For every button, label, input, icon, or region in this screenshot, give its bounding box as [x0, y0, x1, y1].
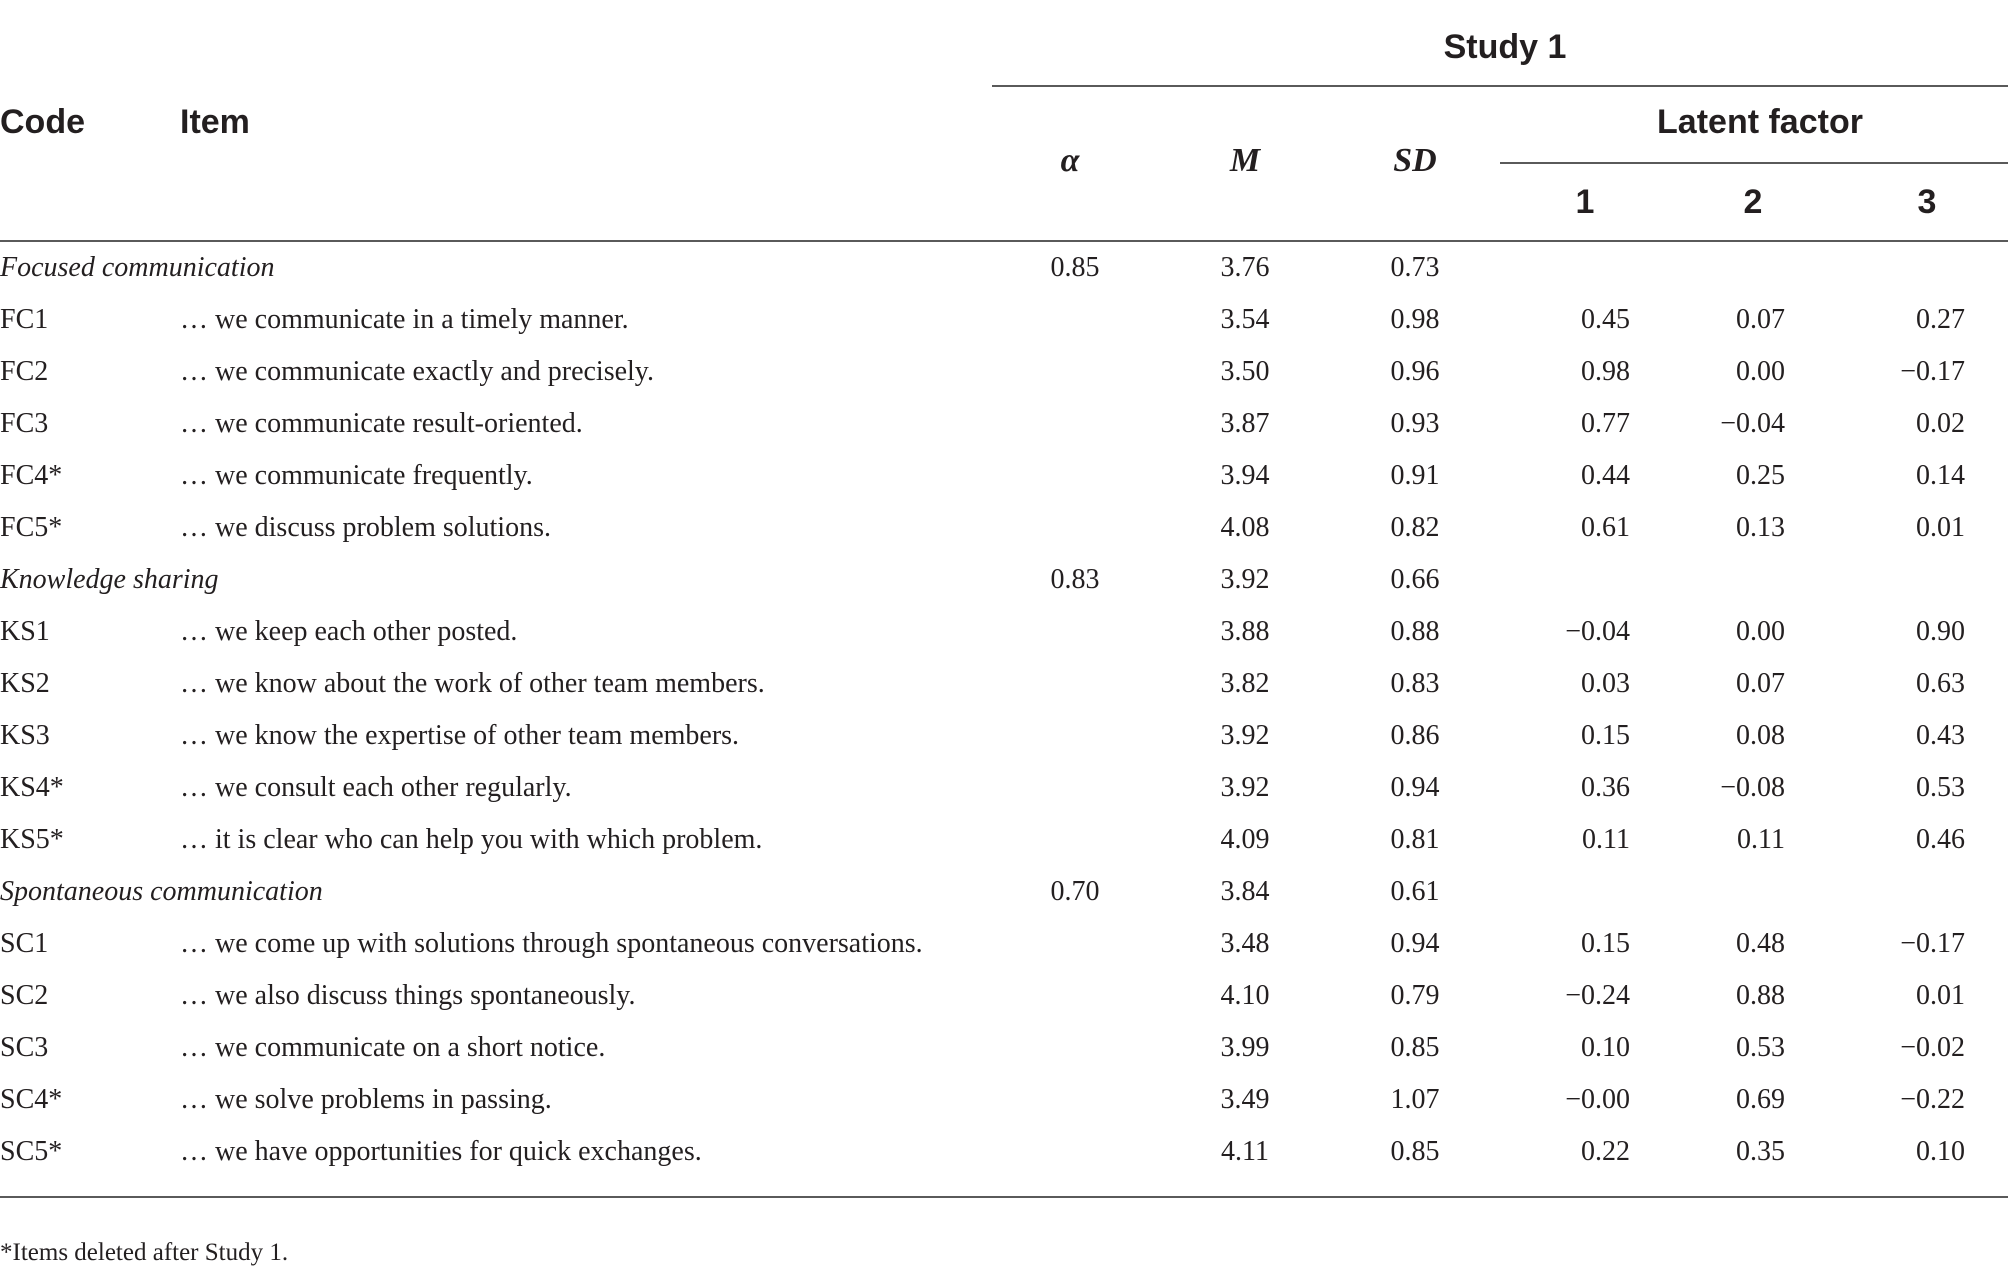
header-bottom-rule	[0, 240, 2008, 242]
column-header-latent-factor: Latent factor	[1657, 103, 1863, 141]
factor-1-value: 0.98	[1581, 356, 1630, 387]
item-code: FC1	[0, 304, 49, 335]
factor-1-value: 0.61	[1581, 512, 1630, 543]
item-code: SC5*	[0, 1136, 63, 1167]
factor-3-value: 0.10	[1916, 1136, 1965, 1167]
sd-value: 0.94	[1390, 928, 1440, 959]
factor-3-value: 0.27	[1916, 304, 1965, 335]
factor-2-value: 0.69	[1736, 1084, 1785, 1115]
factor-2-value: 0.08	[1736, 720, 1785, 751]
factor-2-value: 0.00	[1736, 356, 1785, 387]
factor-2-value: 0.00	[1736, 616, 1785, 647]
mean-value: 4.11	[1221, 1136, 1269, 1167]
item-code: SC2	[0, 980, 49, 1011]
item-code: KS1	[0, 616, 50, 647]
item-code: FC2	[0, 356, 49, 387]
item-text: … we keep each other posted.	[180, 616, 518, 647]
factor-3-value: 0.53	[1916, 772, 1965, 803]
factor-3-value: 0.14	[1916, 460, 1965, 491]
factor-2-value: −0.04	[1720, 408, 1785, 439]
item-text: … we also discuss things spontaneously.	[180, 980, 636, 1011]
sd-value: 0.66	[1390, 564, 1440, 595]
factor-3-value: 0.63	[1916, 668, 1965, 699]
item-text: … we come up with solutions through spontaneous conversations.	[180, 928, 923, 959]
item-text: … we know about the work of other team members.	[180, 668, 765, 699]
mean-value: 3.92	[1220, 772, 1270, 803]
factor-2-value: −0.08	[1720, 772, 1785, 803]
factor-3-value: −0.22	[1900, 1084, 1965, 1115]
factor-1-value: 0.45	[1581, 304, 1630, 335]
table-bottom-rule	[0, 1196, 2008, 1198]
item-code: FC4*	[0, 460, 63, 491]
mean-value: 3.94	[1220, 460, 1270, 491]
item-text: … we have opportunities for quick exchanges.	[180, 1136, 702, 1167]
sd-value: 0.61	[1390, 876, 1440, 907]
item-text: … we communicate result-oriented.	[180, 408, 583, 439]
factor-1-value: −0.24	[1565, 980, 1630, 1011]
mean-value: 3.88	[1220, 616, 1270, 647]
sd-value: 0.91	[1390, 460, 1440, 491]
study-rule	[992, 85, 2008, 87]
group-label: Focused communication	[0, 252, 275, 283]
mean-value: 3.49	[1220, 1084, 1270, 1115]
mean-value: 4.08	[1220, 512, 1270, 543]
column-header-factor-1: 1	[1575, 183, 1595, 221]
factor-2-value: 0.48	[1736, 928, 1785, 959]
factor-1-value: −0.04	[1565, 616, 1630, 647]
item-code: SC3	[0, 1032, 49, 1063]
factor-1-value: 0.22	[1581, 1136, 1630, 1167]
sd-value: 0.93	[1390, 408, 1440, 439]
mean-value: 3.50	[1220, 356, 1270, 387]
factor-2-value: 0.88	[1736, 980, 1785, 1011]
factor-1-value: 0.15	[1581, 720, 1630, 751]
factor-3-value: 0.02	[1916, 408, 1965, 439]
sd-value: 1.07	[1390, 1084, 1440, 1115]
item-code: FC5*	[0, 512, 63, 543]
sd-value: 0.88	[1390, 616, 1440, 647]
sd-value: 0.86	[1390, 720, 1440, 751]
factor-2-value: 0.07	[1736, 304, 1785, 335]
sd-value: 0.82	[1390, 512, 1440, 543]
factor-1-value: −0.00	[1565, 1084, 1630, 1115]
mean-value: 3.87	[1220, 408, 1270, 439]
item-code: SC1	[0, 928, 49, 959]
factor-2-value: 0.25	[1736, 460, 1785, 491]
alpha-value: 0.85	[1050, 252, 1100, 283]
table-footnote: *Items deleted after Study 1.	[0, 1239, 289, 1266]
sd-value: 0.79	[1390, 980, 1440, 1011]
study-title: Study 1	[1443, 28, 1567, 66]
mean-value: 3.54	[1220, 304, 1270, 335]
item-text: … we discuss problem solutions.	[180, 512, 551, 543]
factor-3-value: −0.17	[1900, 356, 1965, 387]
factor-1-value: 0.77	[1581, 408, 1630, 439]
column-header-factor-2: 2	[1743, 183, 1763, 221]
column-header-mean: M	[1229, 142, 1261, 179]
item-text: … it is clear who can help you with which problem.	[180, 824, 763, 855]
sd-value: 0.73	[1390, 252, 1440, 283]
sd-value: 0.96	[1390, 356, 1440, 387]
factor-1-value: 0.15	[1581, 928, 1630, 959]
item-code: SC4*	[0, 1084, 63, 1115]
factor-1-value: 0.03	[1581, 668, 1630, 699]
factor-3-value: −0.17	[1900, 928, 1965, 959]
mean-value: 3.92	[1220, 564, 1270, 595]
item-code: KS5*	[0, 824, 64, 855]
mean-value: 3.84	[1220, 876, 1270, 907]
item-text: … we consult each other regularly.	[180, 772, 572, 803]
sd-value: 0.83	[1390, 668, 1440, 699]
factor-2-value: 0.11	[1737, 824, 1785, 855]
column-header-alpha: α	[1060, 142, 1080, 179]
factor-2-value: 0.53	[1736, 1032, 1785, 1063]
mean-value: 3.82	[1220, 668, 1270, 699]
factor-1-value: 0.11	[1582, 824, 1630, 855]
sd-value: 0.94	[1390, 772, 1440, 803]
factor-3-value: 0.90	[1916, 616, 1965, 647]
item-code: KS2	[0, 668, 50, 699]
factor-2-value: 0.13	[1736, 512, 1785, 543]
column-header-sd: SD	[1393, 142, 1437, 179]
item-text: … we communicate in a timely manner.	[180, 304, 629, 335]
group-label: Spontaneous communication	[0, 876, 323, 907]
mean-value: 3.76	[1220, 252, 1270, 283]
item-code: FC3	[0, 408, 49, 439]
factor-1-value: 0.44	[1581, 460, 1630, 491]
item-text: … we communicate on a short notice.	[180, 1032, 606, 1063]
factor-3-value: 0.01	[1916, 980, 1965, 1011]
mean-value: 3.48	[1220, 928, 1270, 959]
factor-3-value: 0.43	[1916, 720, 1965, 751]
sd-value: 0.85	[1390, 1032, 1440, 1063]
mean-value: 4.09	[1220, 824, 1270, 855]
item-text: … we communicate exactly and precisely.	[180, 356, 654, 387]
item-text: … we know the expertise of other team members.	[180, 720, 740, 751]
group-label: Knowledge sharing	[0, 564, 219, 595]
factor-2-value: 0.35	[1736, 1136, 1785, 1167]
column-header-factor-3: 3	[1917, 183, 1937, 221]
factor-1-value: 0.36	[1581, 772, 1630, 803]
alpha-value: 0.70	[1050, 876, 1100, 907]
item-code: KS4*	[0, 772, 64, 803]
factor-1-value: 0.10	[1581, 1032, 1630, 1063]
sd-value: 0.81	[1390, 824, 1440, 855]
mean-value: 3.92	[1220, 720, 1270, 751]
alpha-value: 0.83	[1050, 564, 1100, 595]
item-text: … we communicate frequently.	[180, 460, 533, 491]
column-header-code: Code	[0, 103, 85, 141]
factor-3-value: 0.46	[1916, 824, 1965, 855]
sd-value: 0.85	[1390, 1136, 1440, 1167]
item-text: … we solve problems in passing.	[180, 1084, 552, 1115]
sd-value: 0.98	[1390, 304, 1440, 335]
mean-value: 3.99	[1220, 1032, 1270, 1063]
item-code: KS3	[0, 720, 50, 751]
factor-3-value: 0.01	[1916, 512, 1965, 543]
mean-value: 4.10	[1220, 980, 1270, 1011]
column-header-item: Item	[180, 103, 250, 141]
factor-3-value: −0.02	[1900, 1032, 1965, 1063]
factor-2-value: 0.07	[1736, 668, 1785, 699]
latent-factor-rule	[1500, 162, 2008, 164]
